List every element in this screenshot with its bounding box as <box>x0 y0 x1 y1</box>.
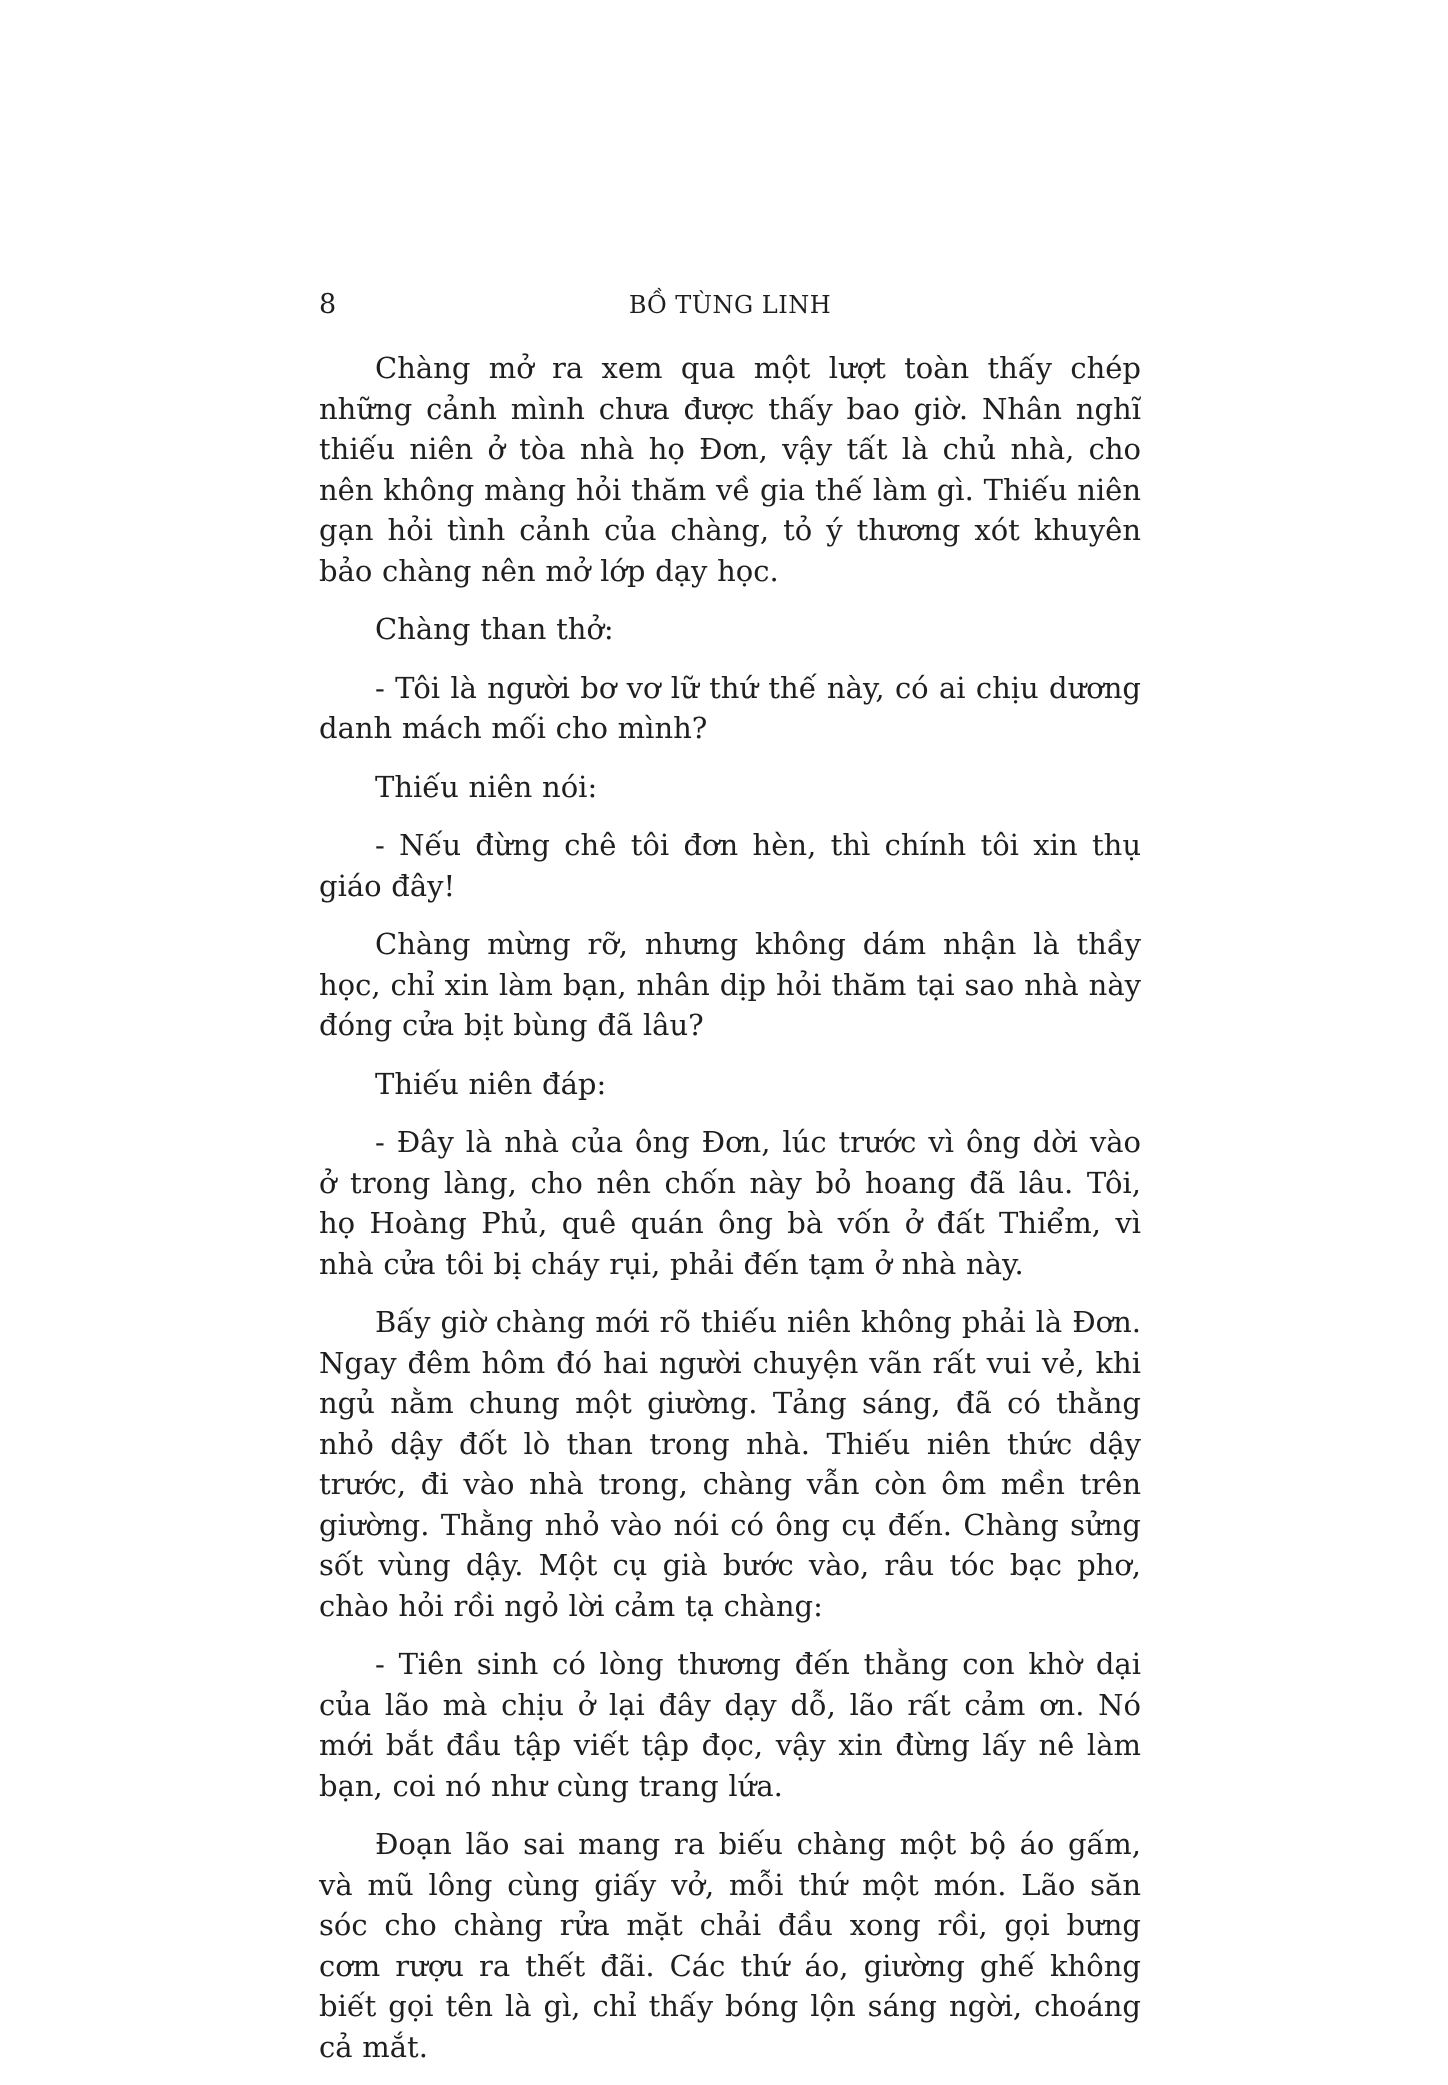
running-title: BỒ TÙNG LINH <box>628 291 832 319</box>
paragraph: - Nếu đừng chê tôi đơn hèn, thì chính tôi xin thụ giáo đây! <box>319 828 1141 903</box>
paragraph: - Tiên sinh có lòng thương đến thằng con khờ dại của lão mà chịu ở lại đây dạy dỗ, lão rất cảm ơn. Nó mới bắt đầu tập viết tập đọc, vậy xin đừng lấy nê làm bạn, coi nó như cùng trang lứa. <box>319 1647 1141 1803</box>
paragraph: Thiếu niên nói: <box>375 769 598 804</box>
page-header <box>319 283 1141 327</box>
paragraph: Bấy giờ chàng mới rõ thiếu niên không phải là Đơn. Ngay đêm hôm đó hai người chuyện vãn rất vui vẻ, khi ngủ nằm chung một giường. Tảng sáng, đã có thằng nhỏ dậy đốt lò than trong nhà. Thiếu niên thức dậy trước, đi vào nhà trong, chàng vẫn còn ôm mền trên giường. Thằng nhỏ vào nói có ông cụ đến. Chàng sửng sốt vùng dậy. Một cụ già bước vào, râu tóc bạc phơ, chào hỏi rồi ngỏ lời cảm tạ chàng: <box>319 1305 1141 1623</box>
paragraph: Đoạn lão sai mang ra biếu chàng một bộ áo gấm, và mũ lông cùng giấy vở, mỗi thứ một món. Lão săn sóc cho chàng rửa mặt chải đầu xong rồi, gọi bưng cơm rượu ra thết đãi. Các thứ áo, giường ghế không biết gọi tên là gì, chỉ thấy bóng lộn sáng ngời, choáng cả mắt. <box>319 1827 1141 2064</box>
paragraph: Chàng mừng rỡ, nhưng không dám nhận là thầy học, chỉ xin làm bạn, nhân dịp hỏi thăm tại sao nhà này đóng cửa bịt bùng đã lâu? <box>319 927 1141 1042</box>
paragraph: - Đây là nhà của ông Đơn, lúc trước vì ông dời vào ở trong làng, cho nên chốn này bỏ hoang đã lâu. Tôi, họ Hoàng Phủ, quê quán ông bà vốn ở đất Thiểm, vì nhà cửa tôi bị cháy rụi, phải đến tạm ở nhà này. <box>319 1125 1141 1281</box>
paragraph: - Tôi là người bơ vơ lữ thứ thế này, có ai chịu dương danh mách mối cho mình? <box>319 670 1141 745</box>
paragraph: Chàng mở ra xem qua một lượt toàn thấy chép những cảnh mình chưa được thấy bao giờ. Nhân nghĩ thiếu niên ở tòa nhà họ Đơn, vậy tất là chủ nhà, cho nên không màng hỏi thăm về gia thế làm gì. Thiếu niên gạn hỏi tình cảnh của chàng, tỏ ý thương xót khuyên bảo chàng nên mở lớp dạy học. <box>319 351 1141 588</box>
paragraph: Chàng than thở: <box>375 612 614 646</box>
body-text <box>319 348 1141 2085</box>
page-number: 8 <box>319 289 337 320</box>
paragraph: Thiếu niên đáp: <box>375 1066 607 1101</box>
